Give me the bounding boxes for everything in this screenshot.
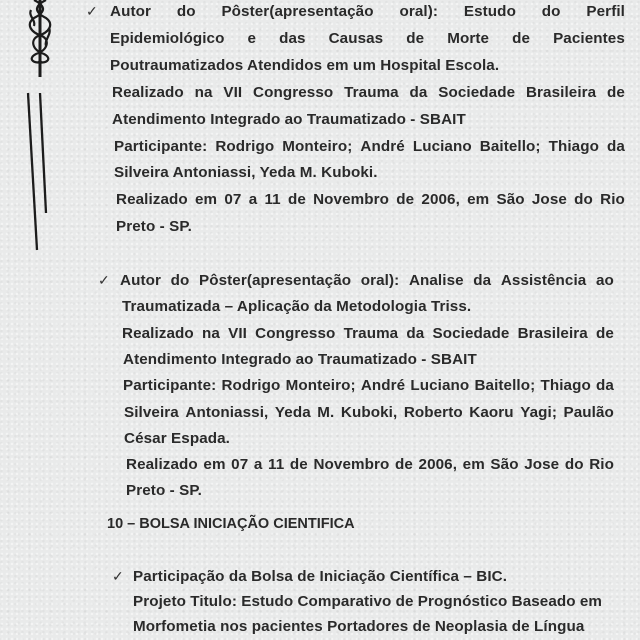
word: da	[409, 83, 428, 101]
word: do	[574, 191, 593, 209]
word: Morte	[447, 29, 490, 47]
text-line: Preto - SP.	[116, 218, 192, 236]
word: Epidemiológico	[110, 29, 225, 47]
word: Participante:	[114, 137, 208, 155]
text-line	[116, 191, 625, 209]
text-line: César Espada.	[124, 429, 230, 447]
text-line	[133, 593, 602, 611]
word: da	[596, 377, 614, 395]
word: de	[596, 324, 614, 342]
text-line: Atendimento Integrado ao Traumatizado - SBAIT	[123, 350, 477, 368]
word: Pôster(apresentação	[221, 3, 374, 20]
checkmark-icon: ✓	[98, 272, 110, 288]
text-line	[123, 377, 614, 395]
word: Titulo:	[190, 593, 238, 610]
word: Causas	[328, 29, 384, 47]
word: 2006,	[418, 456, 458, 474]
word: Jose	[524, 456, 560, 474]
word: da	[607, 137, 625, 155]
word: 07	[231, 456, 249, 474]
word: de	[607, 83, 625, 101]
word: oral):	[360, 272, 400, 289]
section-heading: 10 – BOLSA INICIAÇÃO CIENTIFICA	[107, 516, 355, 532]
word: Baitello;	[474, 377, 536, 395]
word: de	[406, 29, 425, 47]
word: VII	[228, 324, 247, 342]
word: Estudo	[463, 3, 516, 20]
word: Monteiro;	[282, 137, 353, 155]
text-line	[112, 84, 625, 102]
word: 11	[268, 456, 285, 474]
text-line: Traumatizada – Aplicação da Metodologia Triss.	[122, 298, 472, 316]
text-line	[110, 3, 625, 21]
word: Novembro	[313, 456, 390, 474]
word: Kuboki,	[340, 403, 398, 421]
word: M.	[317, 403, 335, 421]
word: Pôster(apresentação	[198, 272, 352, 289]
word: a	[248, 191, 258, 209]
word: oral):	[399, 3, 439, 20]
word: Realizado	[122, 324, 194, 342]
word: Trauma	[344, 83, 399, 101]
word: São	[490, 456, 519, 474]
word: Realizado	[112, 83, 184, 101]
word: Yagi;	[520, 403, 557, 421]
word: São	[496, 191, 525, 209]
word: VII	[223, 83, 243, 101]
word: Estudo	[241, 593, 294, 610]
word: Congresso	[255, 324, 336, 342]
word: Silveira	[124, 403, 179, 421]
word: Luciano	[410, 377, 470, 395]
word: de	[394, 456, 413, 474]
word: das	[279, 29, 306, 47]
word: 07	[224, 191, 242, 209]
word: Paulão	[563, 403, 614, 421]
word: de	[396, 191, 415, 209]
word: a	[253, 456, 263, 474]
word: Rio	[600, 191, 625, 209]
word: em	[462, 456, 485, 474]
word: Jose	[531, 191, 567, 209]
text-line	[126, 456, 614, 474]
word: Prognóstico	[417, 593, 508, 610]
word: Thiago	[548, 137, 599, 155]
word: de	[289, 456, 308, 474]
word: da	[406, 324, 425, 342]
text-line: Silveira Antoniassi, Yeda M. Kuboki.	[114, 164, 378, 182]
word: Perfil	[586, 3, 625, 20]
word: ao	[595, 272, 614, 289]
word: de	[395, 593, 414, 610]
word: em	[467, 191, 490, 209]
word: Baseado	[511, 593, 576, 610]
word: 2006,	[421, 191, 460, 209]
word: André	[360, 377, 406, 395]
word: Sociedade	[432, 324, 510, 342]
word: Sociedade	[438, 83, 516, 101]
word: Brasileira	[517, 324, 588, 342]
text-line	[122, 325, 614, 343]
word: Baitello;	[479, 137, 541, 155]
text-line	[114, 138, 625, 156]
word: Realizado	[126, 456, 198, 474]
word: e	[247, 29, 257, 47]
word: Roberto	[403, 403, 463, 421]
word: Thiago	[540, 377, 591, 395]
word: da	[473, 272, 492, 289]
word: em	[195, 191, 218, 209]
word: do	[176, 3, 196, 20]
word: Monteiro;	[285, 377, 356, 395]
word: Antoniassi,	[185, 403, 269, 421]
text-line: Participação da Bolsa de Iniciação Científica – BIC.	[133, 568, 508, 585]
word: do	[564, 456, 584, 474]
word: Kaoru	[469, 403, 514, 421]
word: Realizado	[116, 191, 188, 209]
text-line: Preto - SP.	[126, 482, 202, 500]
word: Trauma	[343, 324, 399, 342]
text-line: Atendimento Integrado ao Traumatizado - SBAIT	[112, 110, 466, 128]
word: na	[201, 324, 220, 342]
word: Projeto	[133, 593, 187, 610]
text-line	[124, 404, 614, 422]
checkmark-icon: ✓	[86, 3, 98, 19]
word: Yeda	[274, 403, 311, 421]
word: Analise	[408, 272, 464, 289]
word: em	[203, 456, 226, 474]
word: Rodrigo	[221, 377, 281, 395]
word: Rio	[589, 456, 614, 474]
text-line	[120, 272, 614, 290]
word: Pacientes	[553, 29, 625, 47]
word: Congresso	[253, 83, 334, 101]
word: de	[287, 191, 306, 209]
word: Novembro	[313, 191, 390, 209]
checkmark-icon: ✓	[112, 568, 124, 584]
word: Brasileira	[525, 83, 597, 101]
word: 11	[264, 191, 281, 209]
text-line: Poutraumatizados Atendidos em um Hospital Escola.	[110, 56, 500, 74]
word: Participante:	[123, 377, 217, 395]
text-line	[110, 30, 625, 48]
word: de	[512, 29, 531, 47]
word: André	[360, 137, 405, 155]
word: do	[170, 272, 190, 289]
word: do	[541, 3, 561, 20]
word: Autor	[120, 272, 161, 289]
word: Assistência	[500, 272, 587, 289]
word: Luciano	[412, 137, 472, 155]
text-line: Morfometia nos pacientes Portadores de Neoplasia de Língua	[133, 618, 585, 635]
word: Comparativo	[297, 593, 392, 610]
word: Autor	[110, 3, 151, 20]
word: em	[579, 593, 602, 610]
word: Rodrigo	[215, 137, 275, 155]
word: na	[194, 83, 213, 101]
